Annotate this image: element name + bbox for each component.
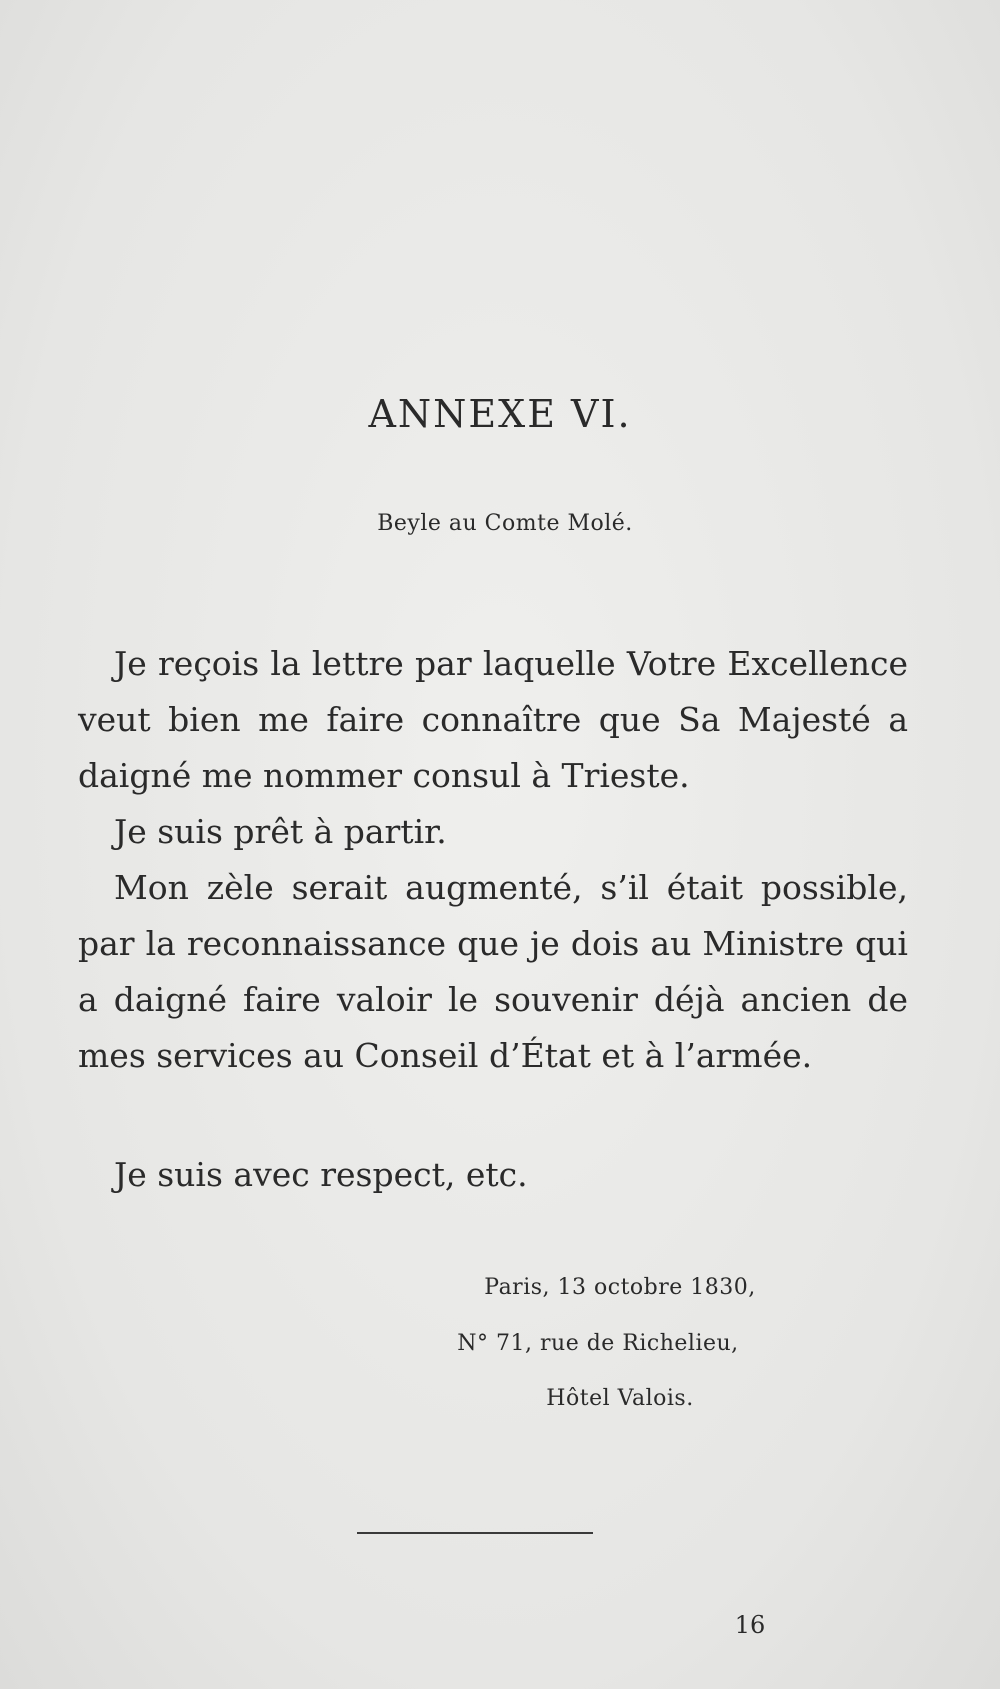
paragraph-2: Je suis prêt à partir. [114, 812, 447, 851]
letter-body [78, 636, 908, 1084]
paragraph-1: Je reçois la lettre par laquelle Votre Excellence veut bien me faire connaître que Sa Majesté a daigné me nommer consul à Trieste. [78, 644, 908, 795]
letter-heading: Beyle au Comte Molé. [377, 511, 633, 536]
signature-address-line: N° 71, rue de Richelieu, [457, 1331, 739, 1356]
closing-line: Je suis avec respect, etc. [114, 1155, 528, 1194]
paragraph-3: Mon zèle serait augmenté, s’il était possible, par la reconnaissance que je dois au Ministre qui a daigné faire valoir le souvenir déjà ancien de mes services au Conseil d’État et à l’armée. [78, 868, 908, 1075]
signature-hotel-line: Hôtel Valois. [546, 1386, 694, 1411]
section-divider [357, 1532, 593, 1534]
annex-title: ANNEXE VI. [368, 392, 632, 436]
signature-date-line: Paris, 13 octobre 1830, [484, 1275, 756, 1300]
page-number: 16 [734, 1611, 766, 1639]
